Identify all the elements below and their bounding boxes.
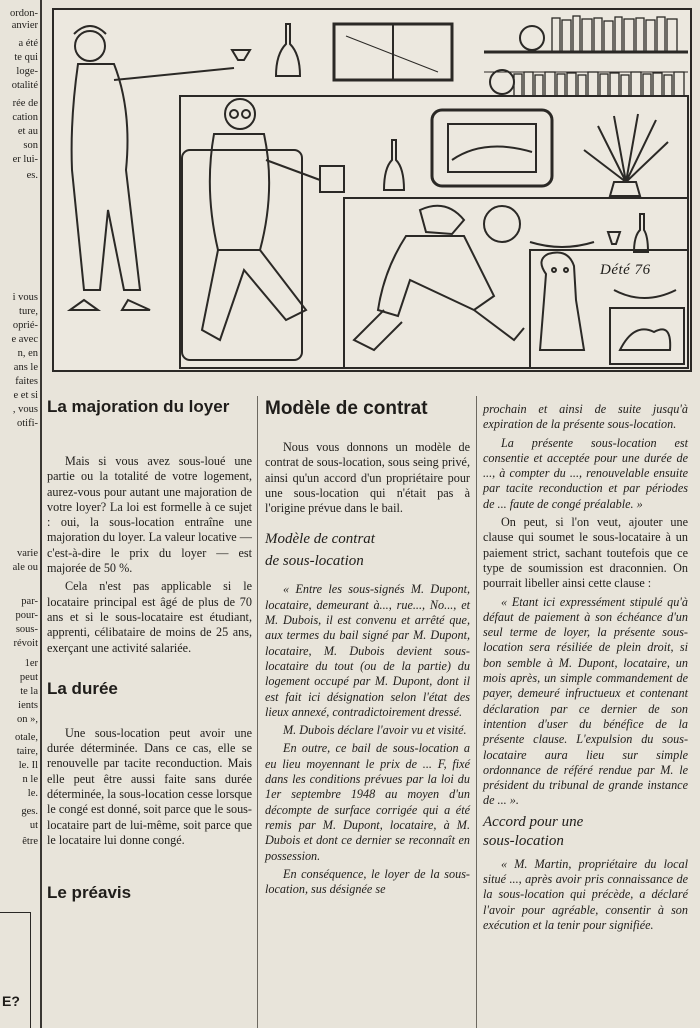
cropped-text-fragment: et au	[17, 126, 38, 137]
article-column-2	[265, 396, 470, 900]
cropped-text-fragment: faites	[15, 376, 38, 387]
quoted-clause: « Entre les sous-signés M. Dupont, locataire, demeurant à..., rue..., No..., et M. Dubois, il est convenu et arrêté que, aux termes du bail signé par M. Dupont, locataire, M. Dubois devient sous-locataire du tout (ou de la partie) du logement occupé par M. Dupont, dont il est fait ici désignation selon l'état des lieux annexé, contradictoirement dressé.	[265, 582, 470, 719]
cropped-text-fragment: , vous	[12, 404, 38, 415]
cropped-box-text: E?	[2, 993, 20, 1009]
illustration	[52, 8, 692, 372]
paragraph: Une sous-location peut avoir une durée déterminée. Dans ce cas, elle se renouvelle par tacite reconduction. Mais elle peut être aussi faite sans durée déterminée, la sous-location cesse lorsque le congé est donné, soit parce que le sous-locataire part de lui-même, soit parce que le locataire lui donne congé.	[47, 725, 252, 847]
paragraph: Mais si vous avez sous-loué une partie ou la totalité de votre logement, aurez-vous pour autant une majoration de votre loyer? La loi est formelle à ce sujet : oui, la sous-location entraîne une majoration du loyer. La valeur locative — c'est-à-dire le prix du loyer — est majorée de 50 %.	[47, 454, 252, 576]
cropped-text-fragment: e et si	[13, 390, 38, 401]
quoted-clause: « M. Martin, propriétaire du local situé ..., après avoir pris connaissance de la sous-location qui précède, a déclaré l'avoir pour agréable, consentir à son exécution et la tenir pour signifiée.	[483, 856, 688, 932]
heading-preavis: Le préavis	[47, 883, 132, 903]
cropped-text-fragment: par-	[21, 596, 38, 607]
cropped-text-fragment: oprié-	[12, 320, 38, 331]
cropped-text-fragment: ans le	[13, 362, 38, 373]
illustration-drawing	[54, 10, 690, 370]
cropped-text-fragment: rée de	[12, 98, 38, 109]
cropped-text-fragment: n, en	[17, 348, 38, 359]
cropped-text-fragment: ges.	[21, 806, 38, 817]
subheading-accord-line1: Accord pour une	[483, 813, 584, 830]
cropped-text-fragment: ordon-	[10, 8, 38, 19]
cropped-text-fragment: te la	[20, 686, 38, 697]
paragraph: Cela n'est pas applicable si le locataire principal est âgé de plus de 70 ans et si le sous-locataire est étudiant, apprenti, célibataire de moins de 25 ans, exerçant une activité salariée.	[47, 579, 252, 655]
cropped-text-fragment: le. Il	[18, 760, 38, 771]
cropped-text-fragment: on »,	[17, 714, 38, 725]
subheading-modele-line2: de sous-location	[265, 553, 364, 570]
article-column-1	[47, 396, 252, 904]
cropped-text-fragment: n le	[22, 774, 38, 785]
cropped-text-fragment: cation	[12, 112, 38, 123]
cropped-text-fragment: otalité	[11, 80, 38, 91]
cropped-text-fragment: e avec	[11, 334, 38, 345]
cropped-text-fragment: a été	[18, 38, 38, 49]
cropped-text-fragment: er lui-	[12, 154, 38, 165]
cropped-text-fragment: être	[22, 836, 38, 847]
cropped-text-fragment: le.	[27, 788, 38, 799]
quoted-clause: La présente sous-location est consentie et acceptée pour une durée de ..., à compter du ..., renouvelable ensuite par tacite reconduction et par périodes de ... faute de congé préalable. »	[483, 435, 688, 511]
paragraph: On peut, si l'on veut, ajouter une clause qui soumet le sous-locataire à un paiement strict, sachant toutefois que ce type de soumission est draconnien. On pourrait libeller ainsi cette clause :	[483, 515, 688, 591]
cropped-text-fragment: ture,	[19, 306, 38, 317]
cropped-text-fragment: ut	[29, 820, 38, 831]
cropped-text-fragment: taire,	[16, 746, 38, 757]
cropped-text-fragment: es.	[26, 170, 38, 181]
cropped-text-fragment: sous-	[15, 624, 38, 635]
column-separator	[257, 396, 258, 1028]
cropped-text-fragment: peut	[19, 672, 38, 683]
quoted-clause: prochain et ainsi de suite jusqu'à expiration de la présente sous-location.	[483, 402, 688, 432]
subheading-modele-line1: Modèle de contrat	[265, 531, 375, 548]
heading-duree: La durée	[47, 678, 118, 698]
cropped-text-fragment: otale,	[14, 732, 38, 743]
paragraph: Nous vous donnons un modèle de contrat de sous-location, sous seing privé, ainsi qu'un accord d'un propriétaire pour une sous-location qui n'était pas à l'origine prévue dans le bail.	[265, 440, 470, 516]
column-rule	[40, 0, 42, 1028]
quoted-clause: M. Dubois déclare l'avoir vu et visité.	[283, 723, 467, 738]
cropped-text-fragment: 1er	[24, 658, 38, 669]
cropped-left-column	[0, 0, 40, 1028]
cropped-text-fragment: anvier	[11, 20, 38, 31]
quoted-clause: « Etant ici expressément stipulé qu'à défaut de paiement à son échéance d'un seul terme de loyer, la présente sous-location sera résiliée de plein droit, si bon semble à M. Dupont, locataire, un mois après, un simple commandement de payer, demeuré infructueux et contenant déclaration par ce dernier de son intention d'user du bénéfice de la présente clause. L'expulsion du sous-locataire aura lieu sur simple ordonnance de référé rendue par M. le président du tribunal de grande instance de ... ».	[483, 594, 688, 808]
heading-modele: Modèle de contrat	[265, 398, 428, 419]
cropped-text-fragment: varie	[17, 548, 38, 559]
subheading-accord-line2: sous-location	[483, 832, 564, 849]
heading-majoration: La majoration du loyer	[47, 397, 230, 416]
cropped-text-fragment: révoit	[13, 638, 38, 649]
cropped-text-fragment: i vous	[12, 292, 38, 303]
cropped-text-fragment: son	[23, 140, 38, 151]
artist-signature: Dété 76	[600, 262, 651, 278]
cropped-text-fragment: loge-	[16, 66, 38, 77]
cropped-text-fragment: ale ou	[12, 562, 38, 573]
quoted-clause: En conséquence, le loyer de la sous-location, sus désignée se	[265, 866, 470, 897]
cropped-text-fragment: otifi-	[17, 418, 38, 429]
cropped-text-fragment: ients	[18, 700, 38, 711]
quoted-clause: En outre, ce bail de sous-location a eu lieu moyennant le prix de ... F, fixé dans les conditions prévues par la loi du 1er septembre 1948 au moyen d'un décompte de surface corrigée qui a été remis par M. Dupont, locataire, à M. Dubois et dont ce dernier se reconnaît en possession.	[265, 741, 470, 863]
cropped-box	[0, 912, 31, 1028]
column-separator	[476, 396, 477, 1028]
cropped-text-fragment: pour-	[15, 610, 38, 621]
article-column-3	[483, 402, 688, 936]
cropped-text-fragment: te qui	[14, 52, 38, 63]
